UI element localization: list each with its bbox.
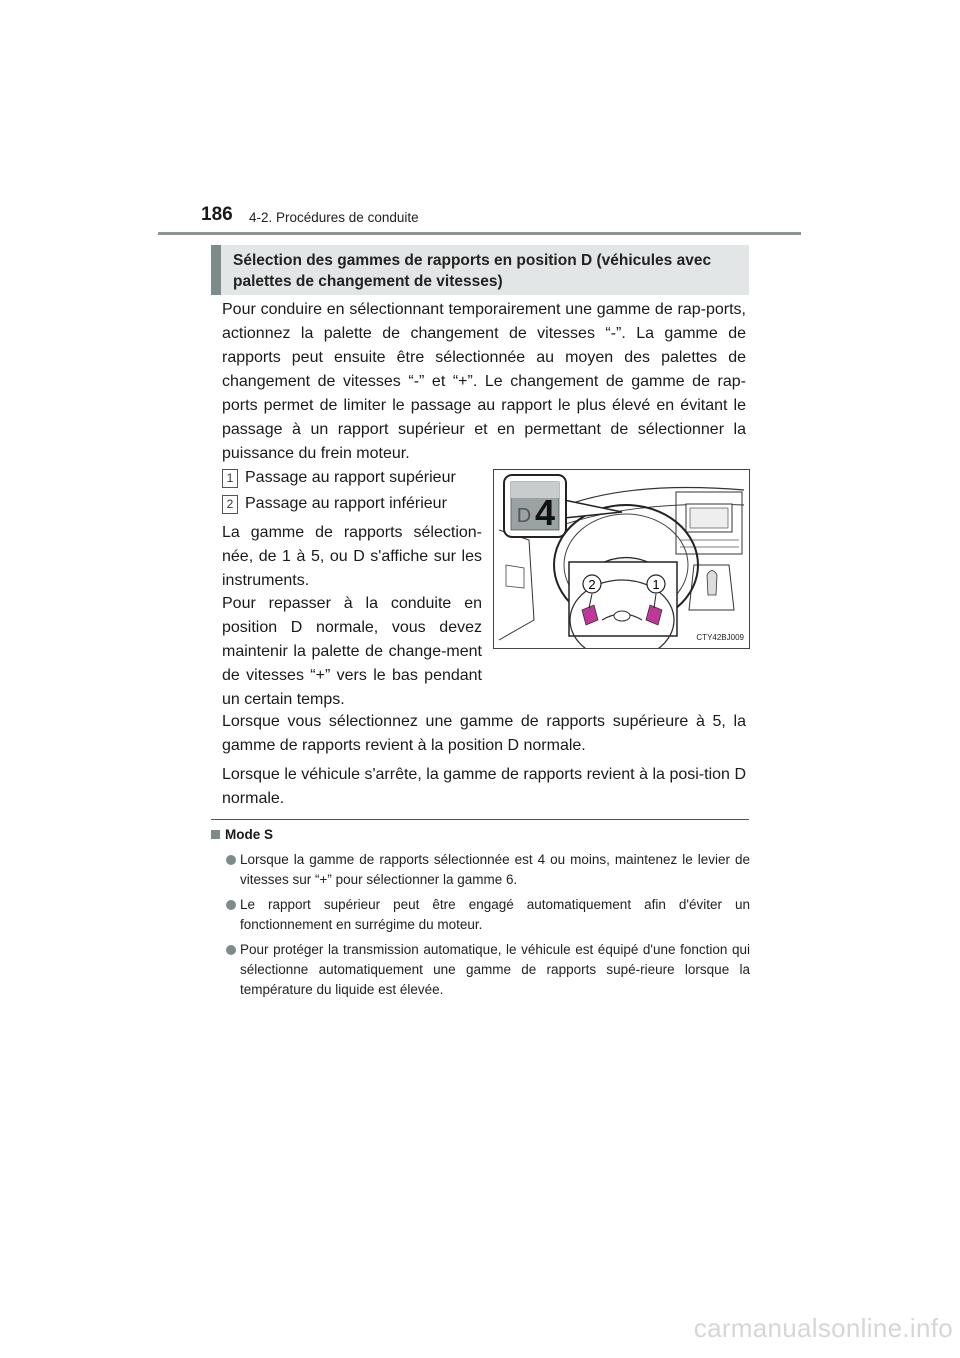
step-number-badge: 1 (222, 469, 238, 488)
info-title-text: Mode S (225, 827, 274, 842)
info-bullet-text: Lorsque la gamme de rapports sélectionnée est 4 ou moins, maintenez le levier de vitesses sur “+” pour sélectionner la gamme 6. (240, 852, 750, 887)
step-label: Passage au rapport supérieur (245, 469, 456, 486)
cockpit-drawing (494, 470, 749, 648)
steering-wheel-illustration (493, 469, 750, 649)
bullet-dot-icon (226, 945, 236, 955)
step-number-badge: 2 (222, 495, 238, 514)
section-heading: Sélection des gammes de rapports en position D (véhicules avec palettes de changement de vitesses) (211, 245, 749, 295)
info-divider (211, 819, 749, 820)
info-bullet (226, 895, 750, 935)
header-rule (158, 232, 801, 235)
info-bullet (226, 850, 750, 890)
step-downshift (222, 493, 447, 515)
section-reference: 4-2. Procédures de conduite (249, 210, 419, 225)
info-bullet-text: Le rapport supérieur peut être engagé automatiquement afin d'éviter un fonctionnement en surrégime du moteur. (240, 897, 750, 932)
step-label: Passage au rapport inférieur (245, 495, 447, 512)
watermark: carmanualsonline.info (693, 1313, 953, 1343)
bullet-dot-icon (226, 900, 236, 910)
page-number: 186 (201, 204, 233, 225)
info-bullet (226, 940, 750, 1000)
after-paragraph-2: Lorsque le véhicule s'arrête, la gamme de rapports revient à la posi-tion D normale. (222, 766, 746, 807)
bullet-dot-icon (226, 855, 236, 865)
info-bullet-text: Pour protéger la transmission automatique, le véhicule est équipé d'une fonction qui sélectionne automatiquement une gamme de rapports supé-rieure lorsque la température du liquide est élevée. (240, 942, 750, 997)
callout-2-label: 2 (588, 577, 596, 592)
illustration-code: CTY42BJ009 (696, 633, 744, 642)
main-paragraph: Pour conduire en sélectionnant temporairement une gamme de rap-ports, actionnez la palette de changement de vitesses “-”. La gamme de rapports peut ensuite être sélectionnée au moyen des palettes de changement de vitesses “-” et “+”. Le changement de gamme de rap-ports permet de limiter le passage au rapport le plus élevé en évitant le passage à un rapport supérieur et en permettant de sélectionner la puissance du frein moteur. (222, 301, 746, 462)
after-paragraph-1: Lorsque vous sélectionnez une gamme de rapports supérieure à 5, la gamme de rapports revient à la position D normale. (222, 713, 746, 754)
callout-1-label: 1 (652, 577, 660, 592)
note-display: La gamme de rapports sélection-née, de 1 à 5, ou D s'affiche sur les instruments. (222, 524, 482, 589)
square-bullet-icon (211, 830, 220, 839)
gear-letter: D (516, 505, 532, 527)
info-title (211, 827, 273, 842)
gear-digit: 4 (534, 492, 556, 533)
note-return: Pour repasser à la conduite en position D normale, vous devez maintenir la palette de change-ment de vitesses “+” vers le bas pendant un certain temps. (222, 595, 482, 708)
step-upshift (222, 467, 456, 489)
